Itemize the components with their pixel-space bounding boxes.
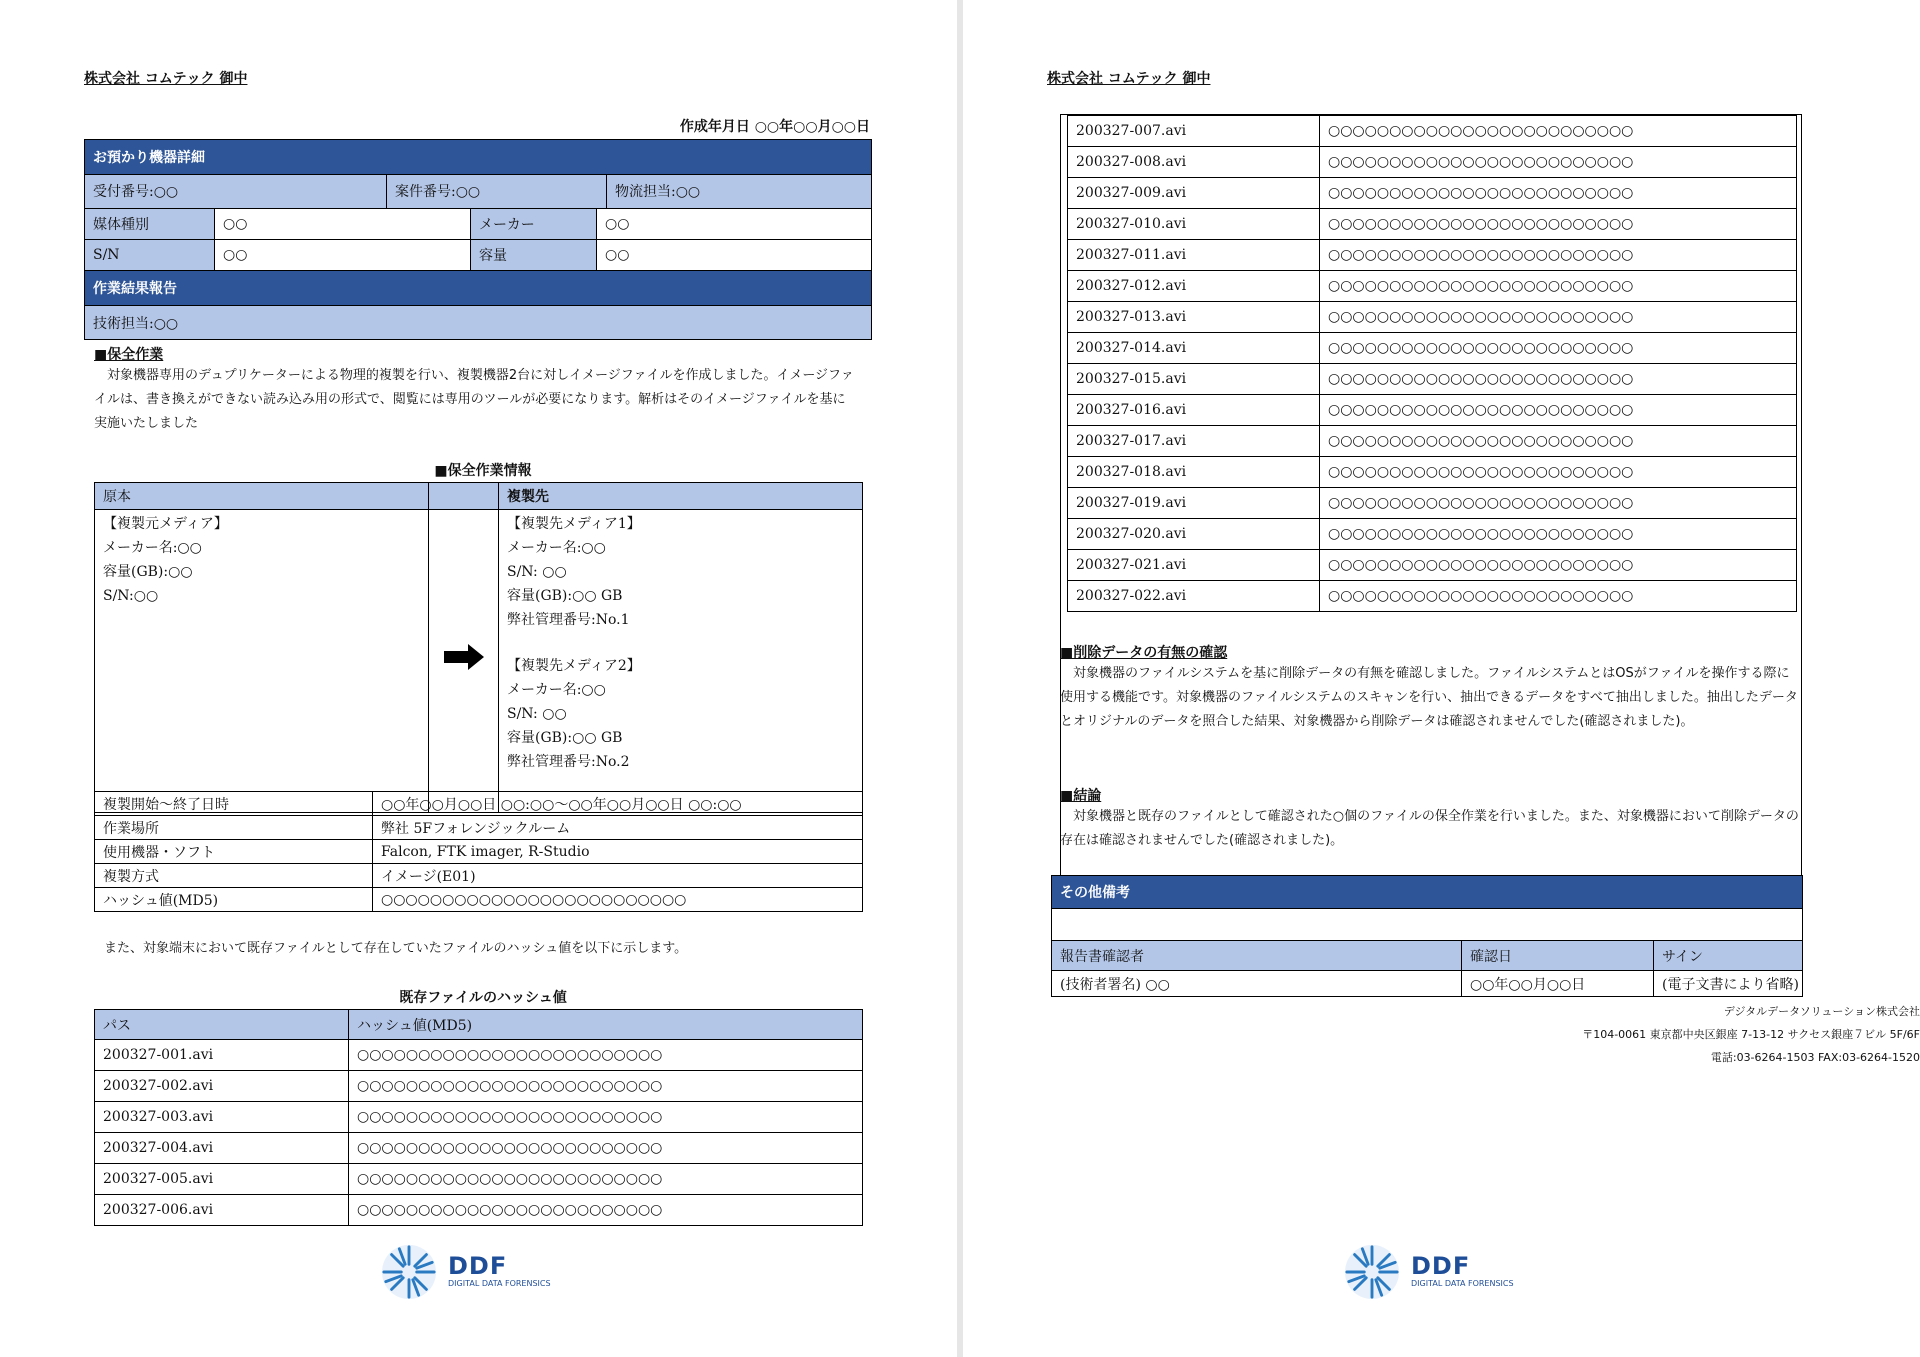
preservation-title: ■保全作業 bbox=[94, 347, 164, 363]
hash-value: ○○○○○○○○○○○○○○○○○○○○○○○○○ bbox=[1320, 333, 1797, 364]
deleted-data-title: ■削除データの有無の確認 bbox=[1060, 645, 1228, 661]
hash-path: 200327-022.avi bbox=[1068, 581, 1320, 612]
hash-path: 200327-011.avi bbox=[1068, 240, 1320, 271]
hash-value: ○○○○○○○○○○○○○○○○○○○○○○○○○ bbox=[1320, 581, 1797, 612]
hash-value: ○○○○○○○○○○○○○○○○○○○○○○○○○ bbox=[1320, 550, 1797, 581]
hash-value: ○○○○○○○○○○○○○○○○○○○○○○○○○ bbox=[1320, 116, 1797, 147]
hash-value: ○○○○○○○○○○○○○○○○○○○○○○○○○ bbox=[1320, 147, 1797, 178]
dest1-capacity: 容量(GB):○○ GB bbox=[507, 588, 623, 604]
footer-company-block bbox=[1080, 1000, 1920, 1069]
hash-path: 200327-020.avi bbox=[1068, 519, 1320, 550]
dest1-maker: メーカー名:○○ bbox=[507, 540, 606, 556]
sign-value: (電子文書により省略) bbox=[1654, 971, 1803, 997]
case-number: 案件番号:○○ bbox=[387, 175, 607, 208]
page-1 bbox=[0, 0, 957, 1357]
hash-table-page1 bbox=[94, 1009, 863, 1226]
preservation-info-caption: ■保全作業情報 bbox=[434, 463, 532, 479]
source-capacity: 容量(GB):○○ bbox=[103, 564, 193, 580]
preservation-text: 対象機器専用のデュプリケーターによる物理的複製を行い、複製機器2台に対しイメージファイルを作成しました。イメージファイルは、書き換えができない読み込み用の形式で、閲覧には専用のツールが必要になります。解析はそのイメージファイルを基に実施いたしました bbox=[94, 368, 854, 431]
ddf-logo-icon bbox=[380, 1243, 438, 1301]
hash-path: 200327-006.avi bbox=[95, 1195, 349, 1226]
device-details-table bbox=[84, 139, 872, 340]
hash-path: 200327-015.avi bbox=[1068, 364, 1320, 395]
info-value: ○○○○○○○○○○○○○○○○○○○○○○○○○ bbox=[373, 888, 863, 912]
creation-date: 作成年月日 ○○年○○月○○日 bbox=[679, 119, 870, 135]
hash-value: ○○○○○○○○○○○○○○○○○○○○○○○○○ bbox=[1320, 488, 1797, 519]
confirm-date-header: 確認日 bbox=[1462, 941, 1654, 971]
confirm-date-value: ○○年○○月○○日 bbox=[1462, 971, 1654, 997]
info-label: 使用機器・ソフト bbox=[95, 840, 373, 864]
capacity-value: ○○ bbox=[597, 240, 872, 271]
hash-value: ○○○○○○○○○○○○○○○○○○○○○○○○○ bbox=[1320, 302, 1797, 333]
hash-path-header: パス bbox=[95, 1010, 349, 1040]
preservation-info-table bbox=[94, 482, 863, 813]
hash-value: ○○○○○○○○○○○○○○○○○○○○○○○○○ bbox=[349, 1071, 863, 1102]
hash-table-page2 bbox=[1067, 115, 1797, 612]
footer-company: デジタルデータソリューション株式会社 bbox=[1723, 1005, 1920, 1018]
conclusion-text: 対象機器と既存のファイルとして確認された○個のファイルの保全作業を行いました。また、対象機器において削除データの存在は確認されませんでした(確認されました)。 bbox=[1060, 809, 1799, 848]
remarks-body bbox=[1052, 909, 1803, 941]
confirmer-header: 報告書確認者 bbox=[1052, 941, 1462, 971]
hash-intro: また、対象端末において既存ファイルとして存在していたファイルのハッシュ値を以下に示します。 bbox=[104, 941, 688, 956]
logo-tagline: DIGITAL DATA FORENSICS bbox=[448, 1279, 551, 1288]
original-header: 原本 bbox=[95, 483, 429, 510]
company-addressee: 株式会社 コムテック 御中 bbox=[84, 71, 248, 87]
hash-path: 200327-003.avi bbox=[95, 1102, 349, 1133]
hash-path: 200327-021.avi bbox=[1068, 550, 1320, 581]
dest2-sn: S/N: ○○ bbox=[507, 706, 567, 722]
dest2-capacity: 容量(GB):○○ GB bbox=[507, 730, 623, 746]
ddf-logo bbox=[1343, 1243, 1514, 1301]
footer-phone: 電話:03-6264-1503 FAX:03-6264-1520 bbox=[1710, 1051, 1920, 1064]
remarks-table bbox=[1051, 875, 1803, 997]
ddf-logo-icon bbox=[1343, 1243, 1401, 1301]
info-value: ○○年○○月○○日 ○○:○○～○○年○○月○○日 ○○:○○ bbox=[373, 792, 863, 816]
logo-tagline: DIGITAL DATA FORENSICS bbox=[1411, 1279, 1514, 1288]
hash-path: 200327-010.avi bbox=[1068, 209, 1320, 240]
logo-brand: DDF bbox=[448, 1252, 508, 1280]
hash-path: 200327-005.avi bbox=[95, 1164, 349, 1195]
hash-value: ○○○○○○○○○○○○○○○○○○○○○○○○○ bbox=[1320, 209, 1797, 240]
hash-path: 200327-012.avi bbox=[1068, 271, 1320, 302]
maker-value: ○○ bbox=[597, 209, 872, 240]
hash-value: ○○○○○○○○○○○○○○○○○○○○○○○○○ bbox=[349, 1164, 863, 1195]
hash-path: 200327-004.avi bbox=[95, 1133, 349, 1164]
device-details-title: お預かり機器詳細 bbox=[85, 140, 872, 175]
hash-path: 200327-013.avi bbox=[1068, 302, 1320, 333]
sn-value: ○○ bbox=[215, 240, 471, 271]
page-2 bbox=[963, 0, 1920, 1357]
info-value: 弊社 5Fフォレンジックルーム bbox=[373, 816, 863, 840]
source-sn: S/N:○○ bbox=[103, 588, 159, 604]
hash-path: 200327-008.avi bbox=[1068, 147, 1320, 178]
dest1-sn: S/N: ○○ bbox=[507, 564, 567, 580]
hash-value: ○○○○○○○○○○○○○○○○○○○○○○○○○ bbox=[349, 1195, 863, 1226]
hash-value: ○○○○○○○○○○○○○○○○○○○○○○○○○ bbox=[1320, 364, 1797, 395]
destination-media-cell bbox=[499, 510, 863, 813]
hash-value: ○○○○○○○○○○○○○○○○○○○○○○○○○ bbox=[349, 1102, 863, 1133]
hash-value: ○○○○○○○○○○○○○○○○○○○○○○○○○ bbox=[349, 1040, 863, 1071]
media-type-label: 媒体種別 bbox=[85, 209, 215, 240]
hash-path: 200327-016.avi bbox=[1068, 395, 1320, 426]
info-value: Falcon, FTK imager, R-Studio bbox=[373, 840, 863, 864]
company-addressee: 株式会社 コムテック 御中 bbox=[1047, 71, 1211, 87]
source-media-title: 【複製元メディア】 bbox=[103, 516, 228, 532]
confirmer-value: (技術者署名) ○○ bbox=[1052, 971, 1462, 997]
hash-value: ○○○○○○○○○○○○○○○○○○○○○○○○○ bbox=[1320, 395, 1797, 426]
hash-value: ○○○○○○○○○○○○○○○○○○○○○○○○○ bbox=[349, 1133, 863, 1164]
hash-path: 200327-014.avi bbox=[1068, 333, 1320, 364]
ddf-logo bbox=[380, 1243, 551, 1301]
maker-label: メーカー bbox=[471, 209, 597, 240]
hash-path: 200327-007.avi bbox=[1068, 116, 1320, 147]
remarks-title: その他備考 bbox=[1052, 876, 1803, 909]
hash-path: 200327-002.avi bbox=[95, 1071, 349, 1102]
hash-value: ○○○○○○○○○○○○○○○○○○○○○○○○○ bbox=[1320, 271, 1797, 302]
capacity-label: 容量 bbox=[471, 240, 597, 271]
logo-brand: DDF bbox=[1411, 1252, 1471, 1280]
source-media-cell bbox=[95, 510, 429, 813]
hash-value-header: ハッシュ値(MD5) bbox=[349, 1010, 863, 1040]
preservation-details-table bbox=[94, 791, 863, 912]
hash-value: ○○○○○○○○○○○○○○○○○○○○○○○○○ bbox=[1320, 519, 1797, 550]
sn-label: S/N bbox=[85, 240, 215, 271]
dest2-mgmt-no: 弊社管理番号:No.2 bbox=[507, 754, 630, 770]
deleted-data-text: 対象機器のファイルシステムを基に削除データの有無を確認しました。ファイルシステムとはOSがファイルを操作する際に使用する機能です。対象機器のファイルシステムのスキャンを行い、抽出できるデータをすべて抽出しました。抽出したデータとオリジナルのデータを照合した結果、対象機器から削除データは確認されませんでした(確認されました)。 bbox=[1060, 666, 1798, 729]
info-label: ハッシュ値(MD5) bbox=[95, 888, 373, 912]
receipt-number: 受付番号:○○ bbox=[85, 175, 387, 208]
hash-value: ○○○○○○○○○○○○○○○○○○○○○○○○○ bbox=[1320, 457, 1797, 488]
work-report-title: 作業結果報告 bbox=[85, 271, 872, 306]
info-label: 複製開始～終了日時 bbox=[95, 792, 373, 816]
hash-path: 200327-018.avi bbox=[1068, 457, 1320, 488]
tech-staff: 技術担当:○○ bbox=[85, 306, 872, 340]
info-label: 作業場所 bbox=[95, 816, 373, 840]
sign-header: サイン bbox=[1654, 941, 1803, 971]
hash-value: ○○○○○○○○○○○○○○○○○○○○○○○○○ bbox=[1320, 426, 1797, 457]
hash-path: 200327-019.avi bbox=[1068, 488, 1320, 519]
dest1-title: 【複製先メディア1】 bbox=[507, 516, 641, 532]
conclusion-title: ■結論 bbox=[1060, 788, 1102, 804]
arrow-right-icon bbox=[444, 644, 484, 670]
dest1-mgmt-no: 弊社管理番号:No.1 bbox=[507, 612, 630, 628]
media-type-value: ○○ bbox=[215, 209, 471, 240]
hash-path: 200327-001.avi bbox=[95, 1040, 349, 1071]
copy-header: 複製先 bbox=[499, 483, 863, 510]
hash-path: 200327-009.avi bbox=[1068, 178, 1320, 209]
dest2-maker: メーカー名:○○ bbox=[507, 682, 606, 698]
footer-address: 〒104-0061 東京都中央区銀座 7-13-12 サクセス銀座７ビル 5F/6F bbox=[1582, 1028, 1920, 1041]
info-label: 複製方式 bbox=[95, 864, 373, 888]
hash-path: 200327-017.avi bbox=[1068, 426, 1320, 457]
logistics-staff: 物流担当:○○ bbox=[615, 184, 701, 200]
hash-value: ○○○○○○○○○○○○○○○○○○○○○○○○○ bbox=[1320, 178, 1797, 209]
source-maker: メーカー名:○○ bbox=[103, 540, 202, 556]
hash-value: ○○○○○○○○○○○○○○○○○○○○○○○○○ bbox=[1320, 240, 1797, 271]
hash-caption: 既存ファイルのハッシュ値 bbox=[399, 990, 567, 1006]
info-value: イメージ(E01) bbox=[373, 864, 863, 888]
dest2-title: 【複製先メディア2】 bbox=[507, 658, 641, 674]
